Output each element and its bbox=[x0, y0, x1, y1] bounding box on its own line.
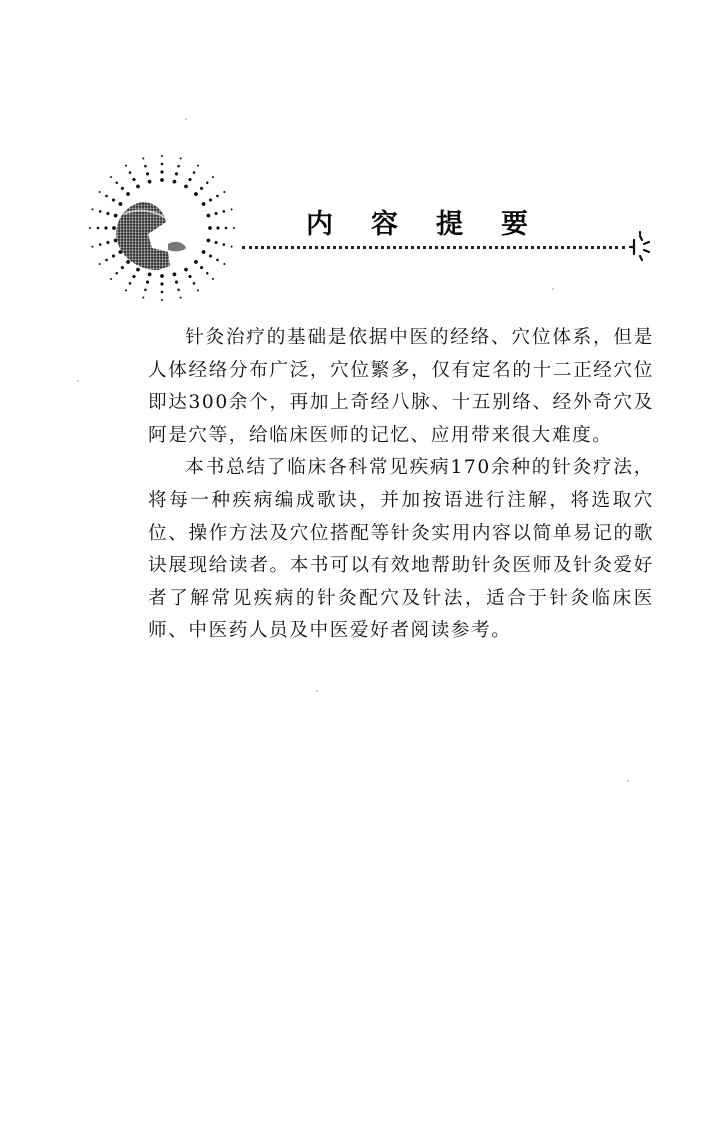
paper-speck bbox=[316, 690, 318, 692]
section-title: 内容提要 bbox=[306, 209, 566, 240]
paper-speck bbox=[552, 288, 554, 290]
summary-paragraph: 本书总结了临床各科常见疾病170余种的针灸疗法，将每一种疾病编成歌诀，并加按语进行注解，将选取穴位、操作方法及穴位搭配等针灸实用内容以简单易记的歌诀展现给读者。本书可以有效地帮助针灸医师及针灸爱好者了解常见疾病的针灸配穴及针法，适合于针灸临床医师、中医药人员及中医爱好者阅读参考。 bbox=[148, 457, 654, 642]
sunburst-globe-icon bbox=[82, 148, 242, 308]
dotted-divider bbox=[242, 246, 625, 249]
paper-speck bbox=[77, 380, 79, 382]
paper-speck bbox=[185, 118, 187, 120]
spark-icon bbox=[628, 230, 658, 264]
section-header bbox=[240, 196, 680, 276]
summary-paragraph: 针灸治疗的基础是依据中医的经络、穴位体系，但是人体经络分布广泛，穴位繁多，仅有定名的十二正经穴位即达300余个，再加上奇经八脉、十五别络、经外奇穴及阿是穴等，给临床医师的记忆、应用带来很大难度。 bbox=[148, 327, 654, 446]
paper-speck bbox=[627, 780, 629, 782]
summary-body bbox=[148, 322, 654, 648]
